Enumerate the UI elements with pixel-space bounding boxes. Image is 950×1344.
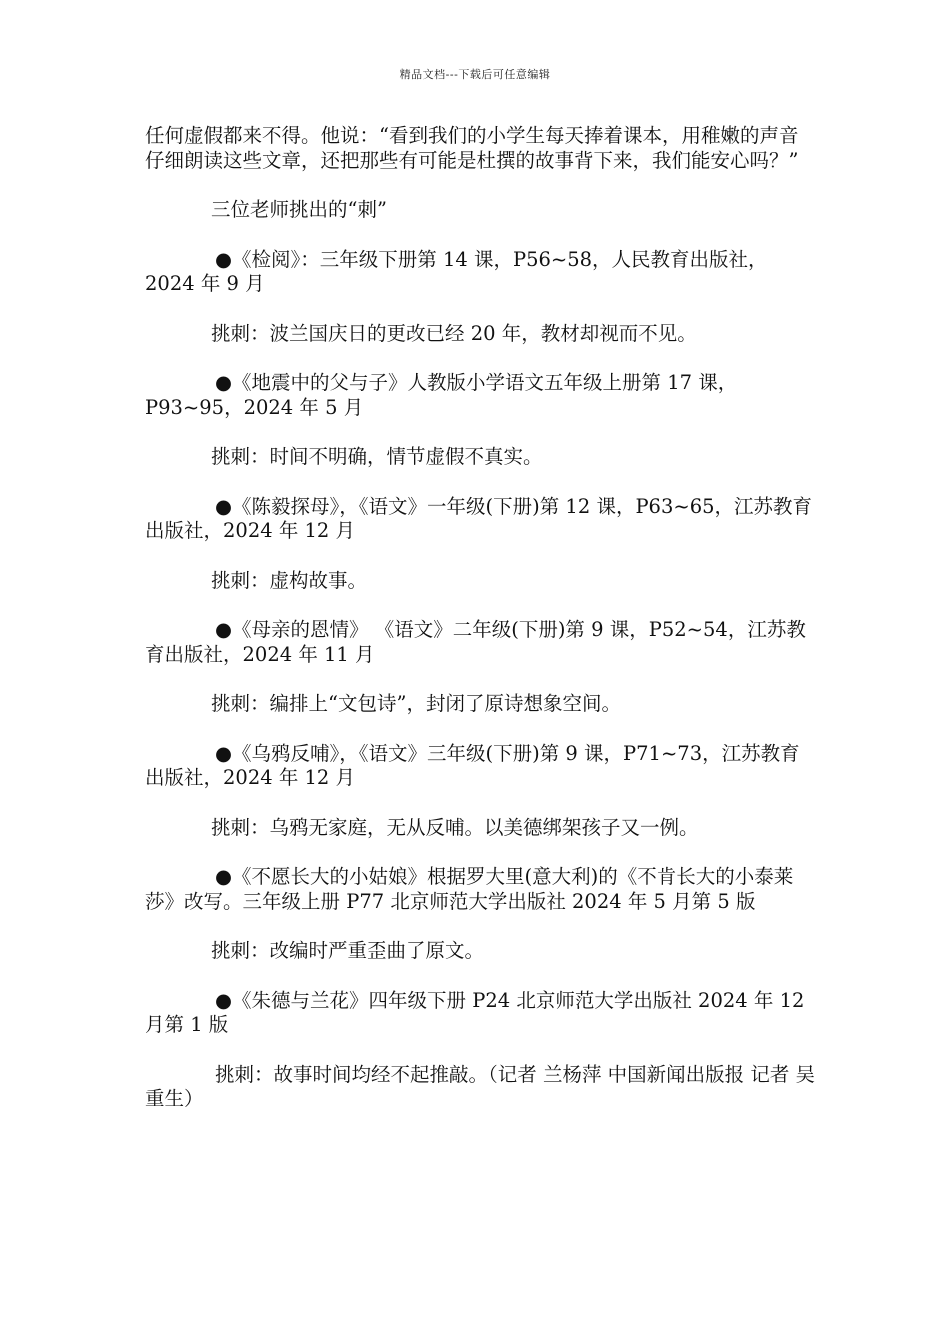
list-item: ●《朱德与兰花》四年级下册 P24 北京师范大学出版社 2024 年 12 月第 1 版 <box>145 988 805 1036</box>
comment-line: 挑刺：时间不明确，情节虚假不真实。 <box>211 445 543 468</box>
comment-line-final: 挑刺：故事时间均经不起推敲。（记者 兰杨萍 中国新闻出版报 记者 吴重生） <box>145 1062 816 1110</box>
list-item: ●《陈毅探母》，《语文》一年级(下册)第 12 课，P63~65，江苏教育出版社，2024 年 12 月 <box>145 494 813 542</box>
document-body <box>145 124 817 1137</box>
list-item: ●《不愿长大的小姑娘》根据罗大里(意大利)的《不肯长大的小泰莱莎》改写。三年级上册 P77 北京师范大学出版社 2024 年 5 月第 5 版 <box>145 865 794 913</box>
list-item: ●《地震中的父与子》人教版小学语文五年级上册第 17 课，P93~95，2024 年 5 月 <box>145 371 738 419</box>
comment-line: 挑刺：波兰国庆日的更改已经 20 年，教材却视而不见。 <box>211 321 697 345</box>
page-header: 精品文档---下载后可任意编辑 <box>399 68 551 81</box>
list-item: ●《母亲的恩情》 《语文》二年级(下册)第 9 课，P52~54，江苏教育出版社，2024 年 11 月 <box>145 618 806 666</box>
section-heading: 三位老师挑出的“刺” <box>211 198 387 221</box>
comment-line: 挑刺：编排上“文包诗”，封闭了原诗想象空间。 <box>211 692 621 715</box>
comment-line: 挑刺：虚构故事。 <box>211 568 368 592</box>
list-item: ●《检阅》：三年级下册第 14 课，P56~58，人民教育出版社，2024 年 9 月 <box>145 247 768 295</box>
paragraph-quote: 任何虚假都来不得。他说：“看到我们的小学生每天捧着课本，用稚嫩的声音仔细朗读这些文章，还把那些有可能是杜撰的故事背下来，我们能安心吗？” <box>145 124 799 172</box>
comment-line: 挑刺：乌鸦无家庭，无从反哺。以美德绑架孩子又一例。 <box>211 815 699 839</box>
list-item: ●《乌鸦反哺》，《语文》三年级(下册)第 9 课，P71~73，江苏教育出版社，2024 年 12 月 <box>145 741 800 789</box>
comment-line: 挑刺：改编时严重歪曲了原文。 <box>211 939 485 962</box>
